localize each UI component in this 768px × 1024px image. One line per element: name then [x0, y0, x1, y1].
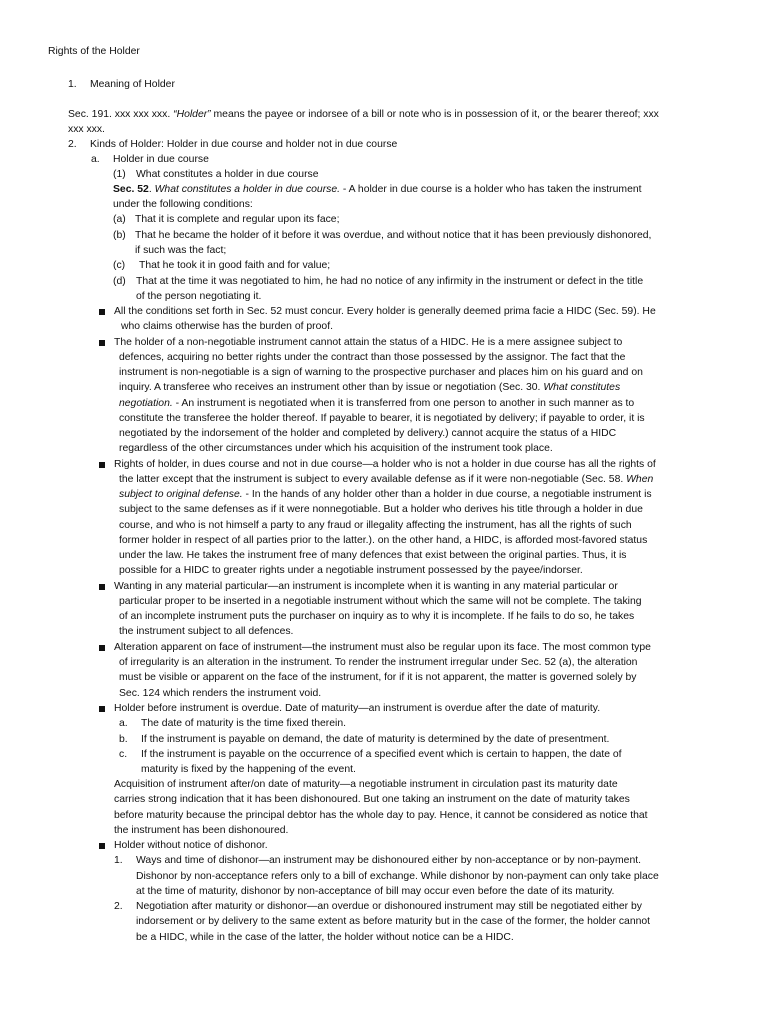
maturity-item-c-text-2: maturity is fixed by the happening of the event.: [141, 764, 356, 775]
bullet-4-line-2: particular proper to be inserted in a negotiable instrument without which the same will not be complete. The taking: [119, 596, 642, 607]
subsection-a-heading: Holder in due course: [113, 154, 209, 165]
maturity-item-b-marker: b.: [119, 734, 128, 745]
section-2-number: 2.: [68, 139, 77, 150]
section-2-heading: Kinds of Holder: Holder in due course and holder not in due course: [90, 139, 398, 150]
bullet-square-icon: [99, 645, 105, 651]
maturity-para-line-2: carries strong indication that it has been dishonoured. But one taking an instrument on the date of maturity takes: [114, 794, 630, 805]
bullet-3-line-2: the latter except that the instrument is subject to every available defense as if it were non-negotiable (Sec. 58. When: [119, 474, 654, 485]
section-1-number: 1.: [68, 79, 77, 90]
bullet-1-line-1: All the conditions set forth in Sec. 52 must concur. Every holder is generally deemed prima facie a HIDC (Sec. 59). He: [114, 306, 656, 317]
maturity-item-a-text: The date of maturity is the time fixed therein.: [141, 718, 347, 729]
condition-c-text: That he took it in good faith and for value;: [139, 260, 331, 271]
page-title: Rights of the Holder: [48, 46, 140, 57]
bullet-2-line-5: negotiation. - An instrument is negotiated when it is transferred from one person to another in such manner as to: [119, 398, 635, 409]
bullet-2-line-8: regardless of the other circumstances under which his acquisition of the instrument took place.: [119, 443, 553, 454]
condition-c-marker: (c): [113, 260, 126, 271]
bullet-2-line-7: negotiated by the indorsement of the holder and completed by delivery.) cannot acquire the status of a HIDC: [119, 428, 617, 439]
bullet-6-line-1: Holder before instrument is overdue. Date of maturity—an instrument is overdue after the date of maturity.: [114, 703, 601, 714]
bullet-2-line-2: defences, acquiring no better rights under the contract than those possessed by the assignor. The fact that the: [119, 352, 626, 363]
condition-b-text-2: if such was the fact;: [135, 245, 227, 256]
subsection-a-marker: a.: [91, 154, 100, 165]
bullet-5-line-2: of irregularity is an alteration in the instrument. To render the instrument irregular under Sec. 52 (a), the alteration: [119, 657, 638, 668]
bullet-3-line-4: subject to the same defenses as if it were nonnegotiable. But a holder who derives his title through a holder in due: [119, 504, 643, 515]
condition-b-marker: (b): [113, 230, 126, 241]
bullet-3-line-5: course, and who is not himself a party to any fraud or illegality affecting the instrument, has all the rights of such: [119, 520, 632, 531]
dishonor-item-1-line-1: Ways and time of dishonor—an instrument may be dishonoured either by non-acceptance or by non-payment.: [136, 855, 641, 866]
item-1-heading: What constitutes a holder in due course: [136, 169, 319, 180]
bullet-3-line-7: under the law. He takes the instrument free of many defences that exist between the original parties. Thus, it is: [119, 550, 627, 561]
maturity-para-line-4: the instrument has been dishonoured.: [114, 825, 289, 836]
bullet-2-line-4: inquiry. A transferee who receives an instrument other than by issue or negotiation (Sec. 30. What constitutes: [119, 382, 621, 393]
bullet-5-line-4: Sec. 124 which renders the instrument void.: [119, 688, 322, 699]
maturity-para-line-1: Acquisition of instrument after/on date of maturity—a negotiable instrument in circulation past its maturity date: [114, 779, 618, 790]
bullet-4-line-3: of an incomplete instrument puts the purchaser on inquiry as to why it is incomplete. If he fails to do so, he takes: [119, 611, 635, 622]
sec-191-line-2: xxx xxx.: [68, 124, 105, 135]
bullet-5-line-3: must be visible or apparent on the face of the instrument, for if it is not apparent, the matter is governed solely by: [119, 672, 637, 683]
sec-52-line-1: Sec. 52. What constitutes a holder in due course. - A holder in due course is a holder who has taken the instrument: [113, 184, 642, 195]
bullet-3-line-3: subject to original defense. - In the hands of any holder other than a holder in due course, a negotiable instrument is: [119, 489, 652, 500]
dishonor-item-2-line-1: Negotiation after maturity or dishonor—an overdue or dishonoured instrument may still be negotiated either by: [136, 901, 642, 912]
bullet-2-line-1: The holder of a non-negotiable instrument cannot attain the status of a HIDC. He is a mere assignee subject to: [114, 337, 623, 348]
bullet-square-icon: [99, 309, 105, 315]
dishonor-item-2-marker: 2.: [114, 901, 123, 912]
bullet-1-line-2: who claims otherwise has the burden of proof.: [121, 321, 333, 332]
bullet-4-line-1: Wanting in any material particular—an instrument is incomplete when it is wanting in any material particular or: [114, 581, 618, 592]
condition-a-text: That it is complete and regular upon its face;: [135, 214, 340, 225]
bullet-4-line-4: the instrument subject to all defences.: [119, 626, 294, 637]
maturity-para-line-3: before maturity because the principal debtor has the whole day to pay. Hence, it cannot be considered as notice that: [114, 810, 648, 821]
bullet-3-line-6: former holder in respect of all parties prior to the latter.). on the other hand, a HIDC, is afforded most-favored status: [119, 535, 648, 546]
dishonor-item-2-line-3: be a HIDC, while in the case of the latter, the holder without notice can be a HIDC.: [136, 932, 514, 943]
sec-191-line-1: Sec. 191. xxx xxx xxx. “Holder” means the payee or indorsee of a bill or note who is in possession of it, or the bearer thereof; xxx: [68, 109, 659, 120]
condition-d-marker: (d): [113, 276, 126, 287]
bullet-3-line-8: possible for a HIDC to greater rights under a negotiable instrument possessed by the payee/indorser.: [119, 565, 583, 576]
bullet-7-line-1: Holder without notice of dishonor.: [114, 840, 268, 851]
dishonor-item-1-line-2: Dishonor by non-acceptance refers only to a bill of exchange. While dishonor by non-payment can only take place: [136, 871, 659, 882]
maturity-item-c-text: If the instrument is payable on the occurrence of a specified event which is certain to happen, the date of: [141, 749, 622, 760]
condition-d-text-2: of the person negotiating it.: [136, 291, 262, 302]
sec-52-line-2: under the following conditions:: [113, 199, 253, 210]
bullet-square-icon: [99, 462, 105, 468]
maturity-item-b-text: If the instrument is payable on demand, the date of maturity is determined by the date of presentment.: [141, 734, 610, 745]
section-1-heading: Meaning of Holder: [90, 79, 175, 90]
bullet-square-icon: [99, 340, 105, 346]
dishonor-item-1-marker: 1.: [114, 855, 123, 866]
bullet-3-line-1: Rights of holder, in dues course and not in due course—a holder who is not a holder in due course has all the rights of: [114, 459, 656, 470]
dishonor-item-1-line-3: at the time of maturity, dishonor by non-acceptance of bill may occur even before the date of its maturity.: [136, 886, 615, 897]
bullet-square-icon: [99, 706, 105, 712]
bullet-square-icon: [99, 843, 105, 849]
maturity-item-a-marker: a.: [119, 718, 128, 729]
condition-a-marker: (a): [113, 214, 126, 225]
bullet-square-icon: [99, 584, 105, 590]
condition-b-text: That he became the holder of it before it was overdue, and without notice that it has been previously dishonored,: [135, 230, 652, 241]
condition-d-text: That at the time it was negotiated to him, he had no notice of any infirmity in the instrument or defect in the title: [136, 276, 644, 287]
dishonor-item-2-line-2: indorsement or by delivery to the same extent as before maturity but in the case of the former, the holder cannot: [136, 916, 651, 927]
maturity-item-c-marker: c.: [119, 749, 128, 760]
bullet-5-line-1: Alteration apparent on face of instrument—the instrument must also be regular upon its face. The most common type: [114, 642, 651, 653]
item-1-marker: (1): [113, 169, 126, 180]
bullet-2-line-6: constitute the transferee the holder thereof. If payable to bearer, it is negotiated by delivery; if payable to order, it is: [119, 413, 645, 424]
bullet-2-line-3: instrument is non-negotiable is a sign of warning to the prospective purchaser and places him on his guard and on: [119, 367, 643, 378]
